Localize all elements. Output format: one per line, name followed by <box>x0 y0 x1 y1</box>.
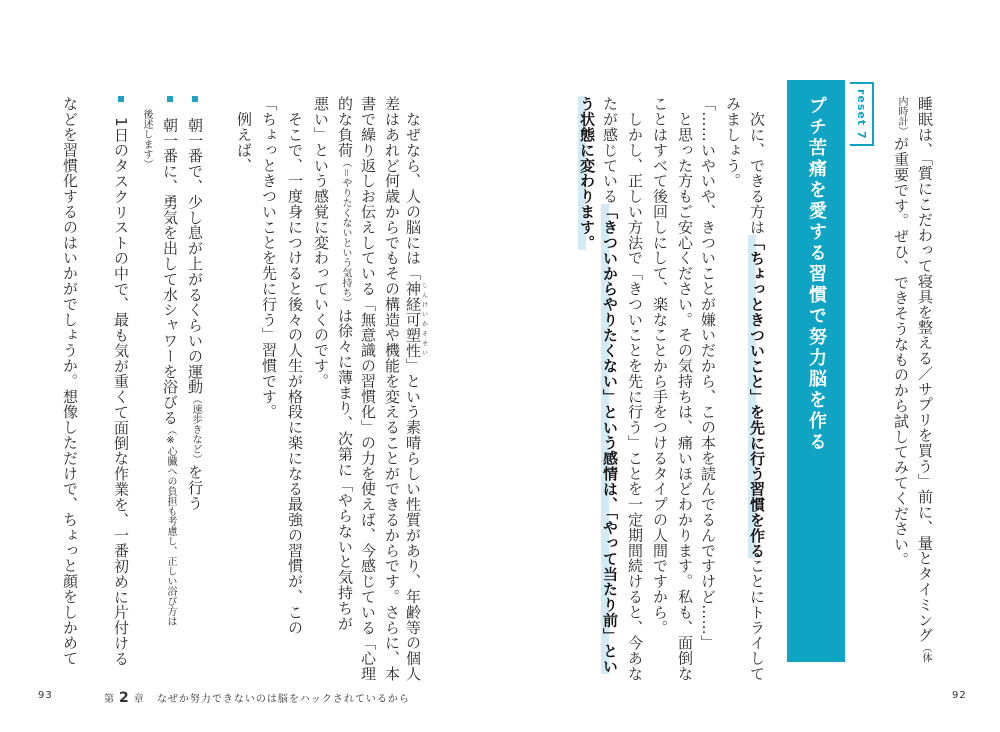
body-text: たが感じている <box>601 96 619 204</box>
note-text: （※心臓への負担も考慮し、正しい浴び方は <box>165 425 176 627</box>
body-text: 朝一番に、勇気を出して水シャワーを浴びる <box>161 112 179 426</box>
note-text: 後述します） <box>141 96 152 170</box>
body-text: しかし、正しい方法で「きついことを先に行う」ことを一定期間続けると、今あな <box>626 96 644 682</box>
page-number-left: 93 <box>38 690 53 701</box>
text-column <box>111 96 131 676</box>
body-text: 差はあれど何歳からでもその構造や機能を変えることができるからです。さらに、本 <box>383 96 401 682</box>
ruby-reading: しんけいかそせい <box>420 280 428 358</box>
body-text: ことはすべて後回しにして、楽なことから手をつけるタイプの人間ですから。 <box>651 96 669 635</box>
body-text: などを習慣化するのはいかがでしょうか。想像しただけで、ちょっと顔をしかめて <box>61 96 79 666</box>
text-column <box>747 96 767 682</box>
text-column <box>577 96 597 676</box>
chapter-title: なぜか努力できないのは脳をハックされているから <box>156 694 410 705</box>
body-text: 」という素晴らしい性質があり、年齢等の個人 <box>404 357 422 682</box>
text-column <box>311 96 331 676</box>
text-column <box>185 96 205 676</box>
bullet-icon <box>167 96 173 102</box>
body-text: と思った方もご安心ください。その気持ちは、痛いほどわかります。私も、面倒な <box>676 96 694 682</box>
highlighted-text: う状態に変わります。 <box>578 96 596 250</box>
body-text: 1日のタスクリストの中で、最も気が重くて面倒な作業を、一番初めに片付ける <box>112 112 130 667</box>
section-title: プチ苦痛を愛する習慣で努力脳を作る <box>806 96 827 453</box>
chapter-number: 2 <box>119 690 130 706</box>
body-text: ことにトライして <box>748 558 766 682</box>
text-column <box>650 96 670 676</box>
text-column <box>136 96 156 676</box>
note-text: （速歩きなど） <box>190 394 201 465</box>
text-column <box>625 96 645 682</box>
note-text: （体 <box>920 642 931 663</box>
text-column <box>358 96 378 682</box>
highlighted-text: 「きついからやりたくない」という感情は、「やって当たり前」とい <box>601 203 619 674</box>
body-text: 朝一番で、少し息が上がるくらいの運動 <box>186 112 204 395</box>
text-column <box>234 96 254 676</box>
text-column <box>335 96 355 676</box>
body-text: 「……いやいや、きついことが嫌いだから、この本を読んでるんですけど……」 <box>699 96 717 651</box>
body-text: 書で繰り返しお伝えしている「無意識の習慣化」の力を使えば、今感じている「心理 <box>359 96 377 682</box>
body-text: 例えば、 <box>235 96 253 173</box>
text-column <box>675 96 695 682</box>
text-column <box>60 96 80 676</box>
bullet-icon <box>118 96 124 102</box>
note-text: 内時計） <box>896 96 907 136</box>
body-text: が重要です。ぜひ、できそうなものから試してみてください。 <box>892 136 910 568</box>
text-column <box>698 96 718 676</box>
page-number-right: 92 <box>952 690 967 701</box>
chapter-suffix: 章 <box>133 694 145 705</box>
chapter-prefix: 第 <box>104 694 115 705</box>
right-page <box>500 0 1000 732</box>
note-text: （＝やりたくないという気持ち） <box>340 157 351 308</box>
text-column <box>723 96 743 676</box>
text-column <box>382 96 402 682</box>
body-text: 悪い」という感覚に変わっていくのです。 <box>312 96 330 389</box>
text-column <box>891 96 911 676</box>
body-text: 睡眠は、「質にこだわって寝具を整える／サプリを買う」前に、量とタイミング <box>916 96 934 643</box>
running-head <box>104 690 410 706</box>
body-text: を行う <box>186 464 204 511</box>
text-column <box>259 96 279 676</box>
body-text: 的な負荷 <box>336 96 354 158</box>
body-text: は徐々に薄まり、次第に「やらないと気持ちが <box>336 307 354 632</box>
text-column <box>160 96 180 676</box>
body-text: なぜなら、人の脳には「 <box>404 96 422 281</box>
body-text: 「ちょっときついことを先に行う」習慣です。 <box>260 96 278 420</box>
bullet-icon <box>192 96 198 102</box>
highlighted-text: 「ちょっときついこと」を先に行う習慣を作る <box>748 234 766 559</box>
body-text: そこで、一度身につけると後々の人生が格段に楽になる最強の習慣が、この <box>286 96 304 635</box>
text-column <box>404 96 428 682</box>
text-column <box>600 96 620 676</box>
ruby-base: 神経可塑性 <box>404 280 422 358</box>
text-column <box>285 96 305 676</box>
text-column <box>915 96 935 676</box>
body-text: みましょう。 <box>724 96 742 189</box>
body-text: 次に、できる方は <box>748 96 766 235</box>
section-label: reset 7 <box>850 82 874 146</box>
ruby-term <box>404 280 428 358</box>
